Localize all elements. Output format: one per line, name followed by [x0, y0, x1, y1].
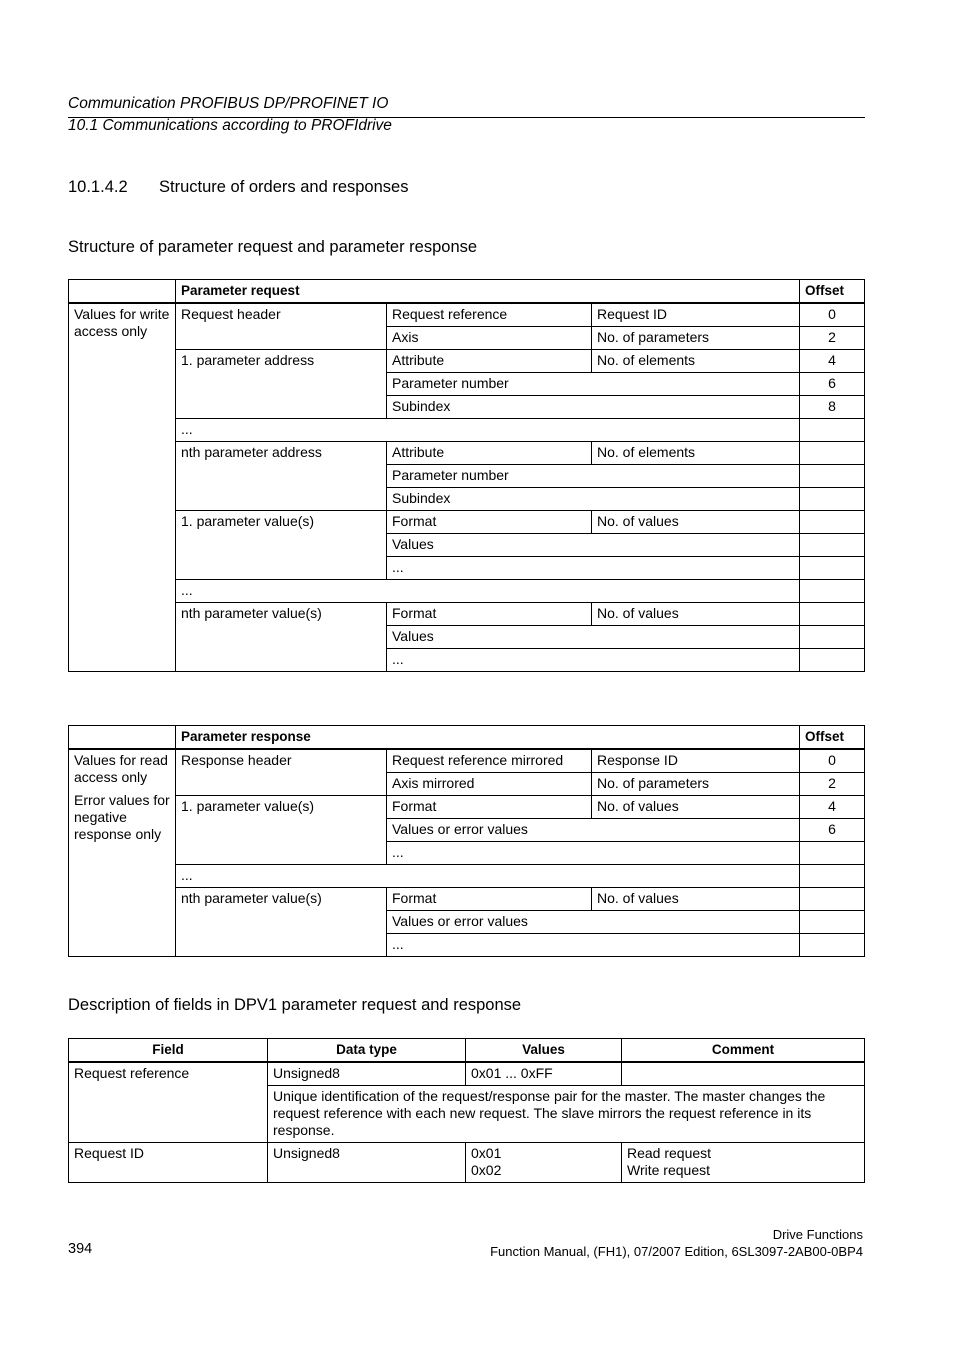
- table-row: [69, 796, 865, 819]
- ellipsis-row: ...: [176, 865, 800, 888]
- field-name-cell: Request ID: [69, 1143, 268, 1183]
- field-cell: Request ID: [592, 303, 800, 327]
- running-header-title: Communication PROFIBUS DP/PROFINET IO: [68, 95, 389, 112]
- section-title: Structure of orders and responses: [159, 178, 409, 196]
- group-label: Request header: [176, 303, 387, 350]
- side-label-read-access: [69, 749, 176, 957]
- value-line: 0x02: [471, 1162, 502, 1178]
- field-cell: Attribute: [387, 350, 592, 373]
- field-name-cell: Request reference: [69, 1062, 268, 1143]
- subheading-structure: Structure of parameter request and parameter response: [68, 238, 478, 256]
- table-row: [69, 865, 865, 888]
- side-label-write-access: Values for write access only: [69, 303, 176, 672]
- group-label: nth parameter value(s): [176, 888, 387, 957]
- offset-cell: [800, 888, 865, 911]
- values-cell: 0x01 ... 0xFF: [466, 1062, 622, 1086]
- field-cell: ...: [387, 557, 800, 580]
- group-label: nth parameter value(s): [176, 603, 387, 672]
- table-row: [69, 749, 865, 773]
- footer-edition: Function Manual, (FH1), 07/2007 Edition, 6SL3097-2AB00-0BP4: [490, 1244, 863, 1259]
- offset-cell: [800, 603, 865, 626]
- offset-cell: 2: [800, 773, 865, 796]
- ellipsis-row: ...: [176, 419, 800, 442]
- comment-line: Read request: [627, 1145, 712, 1161]
- offset-cell: 8: [800, 396, 865, 419]
- group-label: 1. parameter value(s): [176, 796, 387, 865]
- field-cell: No. of values: [592, 888, 800, 911]
- field-description-table: [68, 1038, 865, 1183]
- field-cell: Values or error values: [387, 911, 800, 934]
- field-cell: ...: [387, 934, 800, 957]
- offset-cell: [800, 442, 865, 465]
- field-cell: No. of values: [592, 796, 800, 819]
- field-cell: No. of elements: [592, 350, 800, 373]
- data-type-cell: Unsigned8: [268, 1143, 466, 1183]
- offset-cell: [800, 934, 865, 957]
- column-header-comment: Comment: [622, 1039, 865, 1063]
- field-cell: ...: [387, 649, 800, 672]
- offset-cell: [800, 465, 865, 488]
- field-cell: Format: [387, 511, 592, 534]
- ellipsis-row: ...: [176, 580, 800, 603]
- value-line: 0x01: [471, 1145, 502, 1161]
- section-heading: [68, 178, 408, 197]
- field-cell: Axis: [387, 327, 592, 350]
- field-cell: Axis mirrored: [387, 773, 592, 796]
- column-header-offset: Offset: [800, 280, 865, 304]
- offset-cell: 4: [800, 796, 865, 819]
- offset-cell: 0: [800, 749, 865, 773]
- offset-cell: [800, 511, 865, 534]
- offset-cell: 0: [800, 303, 865, 327]
- field-cell: No. of parameters: [592, 327, 800, 350]
- footer-book-title: Drive Functions: [772, 1227, 863, 1242]
- field-cell: Format: [387, 796, 592, 819]
- offset-cell: [800, 488, 865, 511]
- column-header-offset: Offset: [800, 726, 865, 750]
- table-row: [69, 442, 865, 465]
- field-cell: Format: [387, 603, 592, 626]
- subheading-description: Description of fields in DPV1 parameter request and response: [68, 996, 522, 1014]
- table-row: [69, 603, 865, 626]
- side-label-error: Error values for negative response only: [74, 792, 170, 842]
- offset-cell: [800, 580, 865, 603]
- table-header-row: [69, 280, 865, 304]
- description-cell: Unique identification of the request/response pair for the master. The master changes the request reference with each new request. The slave mirrors the request reference in its response.: [268, 1086, 865, 1143]
- table-row: [69, 419, 865, 442]
- field-cell: Attribute: [387, 442, 592, 465]
- field-cell: No. of values: [592, 511, 800, 534]
- table-row: [69, 303, 865, 327]
- field-cell: No. of values: [592, 603, 800, 626]
- field-cell: Subindex: [387, 488, 800, 511]
- field-cell: Subindex: [387, 396, 800, 419]
- field-cell: Values or error values: [387, 819, 800, 842]
- table-header-row: [69, 726, 865, 750]
- table-row: [69, 1143, 865, 1183]
- data-type-cell: Unsigned8: [268, 1062, 466, 1086]
- offset-cell: [800, 649, 865, 672]
- offset-cell: [800, 626, 865, 649]
- comment-cell: [622, 1143, 865, 1183]
- parameter-response-table: [68, 725, 865, 957]
- offset-cell: 4: [800, 350, 865, 373]
- offset-cell: [800, 557, 865, 580]
- column-header-field: Field: [69, 1039, 268, 1063]
- field-cell: No. of elements: [592, 442, 800, 465]
- comment-cell: [622, 1062, 865, 1086]
- group-label: Response header: [176, 749, 387, 796]
- column-header-parameter-response: Parameter response: [176, 726, 800, 750]
- parameter-request-table: [68, 279, 865, 672]
- offset-cell: 6: [800, 819, 865, 842]
- section-number: 10.1.4.2: [68, 178, 128, 196]
- group-label: 1. parameter value(s): [176, 511, 387, 580]
- values-cell: [466, 1143, 622, 1183]
- column-header-data-type: Data type: [268, 1039, 466, 1063]
- field-cell: Response ID: [592, 749, 800, 773]
- field-cell: Request reference: [387, 303, 592, 327]
- comment-line: Write request: [627, 1162, 710, 1178]
- table-row: [69, 350, 865, 373]
- table-row: [69, 888, 865, 911]
- field-cell: Values: [387, 626, 800, 649]
- running-header-section: 10.1 Communications according to PROFIdrive: [68, 117, 392, 134]
- field-cell: Format: [387, 888, 592, 911]
- table-row: [69, 511, 865, 534]
- side-label-read: Values for read access only: [74, 752, 168, 785]
- group-label: nth parameter address: [176, 442, 387, 511]
- page-number: 394: [68, 1241, 93, 1257]
- offset-cell: [800, 842, 865, 865]
- table-row: [69, 1062, 865, 1086]
- field-cell: Parameter number: [387, 373, 800, 396]
- field-cell: No. of parameters: [592, 773, 800, 796]
- offset-cell: [800, 419, 865, 442]
- table-row: [69, 580, 865, 603]
- field-cell: ...: [387, 842, 800, 865]
- offset-cell: [800, 534, 865, 557]
- offset-cell: [800, 865, 865, 888]
- offset-cell: 6: [800, 373, 865, 396]
- column-header-values: Values: [466, 1039, 622, 1063]
- field-cell: Parameter number: [387, 465, 800, 488]
- offset-cell: 2: [800, 327, 865, 350]
- group-label: 1. parameter address: [176, 350, 387, 419]
- field-cell: Request reference mirrored: [387, 749, 592, 773]
- field-cell: Values: [387, 534, 800, 557]
- column-header-parameter-request: Parameter request: [176, 280, 800, 304]
- table-header-row: [69, 1039, 865, 1063]
- offset-cell: [800, 911, 865, 934]
